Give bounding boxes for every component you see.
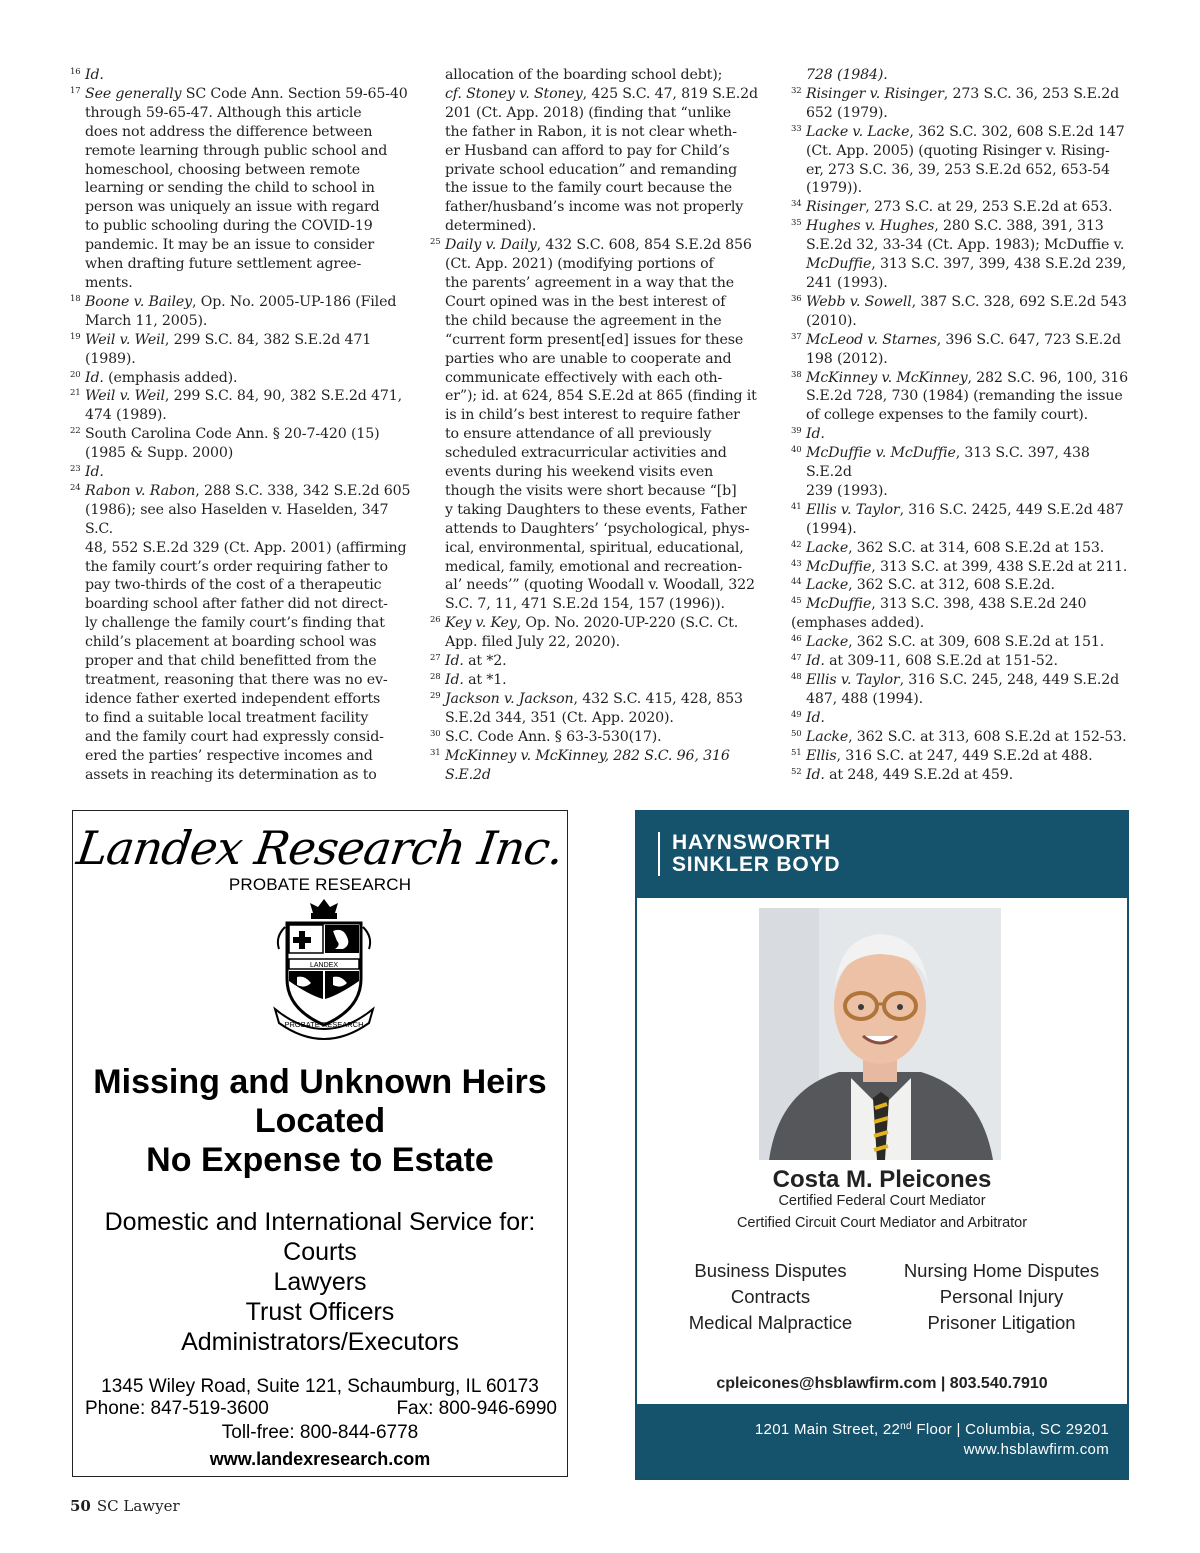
footnote-text: Id. at 309-11, 608 S.E.2d at 151-52. (806, 653, 1058, 670)
footnote-text: Id. (806, 709, 825, 726)
footnote-text: Ellis, 316 S.C. at 247, 449 S.E.2d at 488. (806, 747, 1093, 764)
footnote-text: 487, 488 (1994). (806, 690, 923, 707)
landex-advertisement (72, 810, 568, 1477)
footnote-text: though the visits were short because “[b] (445, 482, 737, 499)
footnote-text: Weil v. Weil, 299 S.C. 84, 382 S.E.2d 471 (85, 331, 372, 348)
footnote-continuation: allocation of the boarding school debt); (445, 67, 723, 83)
footnote-43: $^{43}$ McDuffie, 313 S.C. at 399, 438 S.E.2d at 211. (791, 558, 1128, 575)
footnote-text: the child because the agreement in the (445, 312, 722, 329)
landex-phone: Phone: 847-519-3600 (85, 1398, 269, 1419)
footnote-text: 48, 552 S.E.2d 329 (Ct. App. 2001) (affirming (85, 539, 407, 556)
practice-area: Contracts (730, 1286, 811, 1307)
landex-tollfree: Toll-free: 800-844-6778 (221, 1422, 419, 1443)
footnote-text: Id. (85, 464, 104, 481)
footnote-text: Court opined was in the best interest of (445, 293, 726, 310)
footnote-21: $^{21}$ Weil v. Weil, 299 S.C. 84, 90, 382 S.E.2d 471, 474 (1989). (70, 388, 402, 424)
footnote-text: proper and that child benefitted from the (85, 653, 377, 670)
practice-areas (655, 1259, 1117, 1334)
footnote-text: March 11, 2005). (85, 312, 208, 329)
footnote-text: S.E.2d 32, 33-34 (Ct. App. 1983); McDuffie v. (806, 237, 1125, 254)
footnote-text: the family court’s order requiring father to (85, 558, 388, 575)
footnote-24: $^{24}$ Rabon v. Rabon, 288 S.C. 338, 342 S.E.2d 605 (1986); see also Haselden v. Haselden, 347 S.C. 48, 552 S.E.2d 329 (Ct. App. 2001) (affirming the family court’s order requiring father to pay two-thirds of the cost of a therapeutic boarding school after father did not direct- ly challenge the family court’s finding that child’s placement at boarding school was proper and that child benefitted from the treatment, reasoning that there was no ev- idence father exerted independent efforts to find a suitable local treatment facility and the family court had expressly consid- ered the parties’ respective incomes and assets in reaching its determination as to (70, 482, 411, 783)
footnote-text: (1986); see also Haselden v. Haselden, 347 S.C. (85, 501, 389, 537)
footnote-text: McKinney v. McKinney, 282 S.C. 96, 316 S.E.2d (445, 747, 730, 783)
footnote-39: $^{39}$ Id. (791, 426, 825, 443)
footnote-text: Rabon v. Rabon, 288 S.C. 338, 342 S.E.2d 605 (85, 482, 411, 499)
footnotes-column-1 (70, 66, 415, 784)
footnote-text: 474 (1989). (85, 407, 167, 424)
footnote-47: $^{47}$ Id. at 309-11, 608 S.E.2d at 151-52. (791, 653, 1058, 670)
footnote-continuation: cf. Stoney v. Stoney, 425 S.C. 47, 819 S.E.2d (445, 85, 758, 102)
footnote-text: (Ct. App. 2021) (modifying portions of (445, 256, 714, 273)
footnote-text: communicate effectively with each oth- (445, 369, 723, 386)
footnote-text: McKinney v. McKinney, 282 S.C. 96, 100, 316 (806, 369, 1128, 386)
footnote-23: $^{23}$ Id. (70, 464, 104, 481)
footnote-text: Id. at *2. (445, 653, 507, 670)
footnote-28: $^{28}$ Id. at *1. (430, 672, 507, 688)
landex-fax: Fax: 800-946-6990 (396, 1398, 557, 1419)
footnote-text: y taking Daughters to these events, Father (445, 501, 747, 518)
footnote-30: $^{30}$ S.C. Code Ann. § 63-3-530(17). (430, 728, 662, 745)
footnote-text: 241 (1993). (806, 274, 888, 291)
footnote-continuation: determined). (445, 218, 537, 235)
landex-phone-fax (85, 1398, 557, 1420)
hsb-footer-band (637, 1404, 1127, 1478)
landex-address: 1345 Wiley Road, Suite 121, Schaumburg, IL 60173 (101, 1376, 539, 1397)
footnote-27: $^{27}$ Id. at *2. (430, 653, 507, 670)
footnote-41: $^{41}$ Ellis v. Taylor, 316 S.C. 2425, 449 S.E.2d 487 (1994). (791, 501, 1124, 537)
footnote-45: $^{45}$ McDuffie, 313 S.C. 398, 438 S.E.2d 240 (791, 596, 1087, 613)
portrait-illustration (759, 908, 1001, 1160)
footnote-34: $^{34}$ Risinger, 273 S.C. at 29, 253 S.E.2d at 653. (791, 199, 1113, 216)
footnote-text: child’s placement at boarding school was (85, 634, 377, 651)
footnote-text: er”); id. at 624, 854 S.E.2d at 865 (finding it (445, 388, 757, 405)
footnote-20: $^{20}$ Id. (emphasis added). (70, 369, 238, 386)
footnote-17: $^{17}$ See generally SC Code Ann. Section 59-65-40 through 59-65-47. Although this article does not address the difference between remote learning through public school and homeschool, choosing between remote learning or sending the child to school in person was uniquely an issue with regard to public schooling during the COVID-19 pandemic. It may be an issue to consider when drafting future settlement agree- ments. (70, 85, 408, 291)
footnote-text: ered the parties’ respective incomes and (85, 747, 373, 764)
footnote-text: S.C. Code Ann. § 63-3-530(17). (445, 728, 662, 745)
footnote-text: Lacke, 362 S.C. at 313, 608 S.E.2d at 152-53. (806, 728, 1127, 745)
footnote-text: idence father exerted independent efforts (85, 690, 381, 707)
footnote-text: attends to Daughters’ ‘psychological, phys- (445, 520, 750, 537)
svg-text:LANDEX: LANDEX (309, 962, 339, 969)
footnote-text: Lacke, 362 S.C. at 309, 608 S.E.2d at 151. (806, 634, 1105, 651)
footnote-26: $^{26}$ Key v. Key, Op. No. 2020-UP-220 (S.C. Ct. App. filed July 22, 2020). (430, 615, 739, 651)
footnote-continuation: 728 (1984). (806, 67, 888, 83)
footnote-text: Id. at 248, 449 S.E.2d at 459. (806, 766, 1014, 783)
landex-brand-logo: Landex Research Inc. (73, 821, 567, 875)
footnote-text: “current form present[ed] issues for these (445, 331, 744, 348)
footnote-text: Id. (806, 426, 825, 443)
footnote-text: (1994). (806, 520, 857, 537)
footnote-text: 239 (1993). (806, 482, 888, 499)
footnote-18: $^{18}$ Boone v. Bailey, Op. No. 2005-UP-186 (Filed March 11, 2005). (70, 293, 397, 329)
footnote-continuation: the issue to the family court because the (445, 180, 733, 197)
landex-services: Domestic and International Service for: Courts Lawyers Trust Officers Administrators/Executors (104, 1208, 536, 1356)
page-folio (70, 1497, 180, 1515)
footnote-25: $^{25}$ Daily v. Daily, 432 S.C. 608, 854 S.E.2d 856 (Ct. App. 2021) (modifying portions of the parents’ agreement in a way that the Court opined was in the best interest of the child because the agreement in the “current form present[ed] issues for these parties who are unable to cooperate and communicate effectively with each oth- er”); id. at 624, 854 S.E.2d at 865 (finding it is in child’s best interest to require father to ensure attendance of all previously scheduled extracurricular activities and events during his weekend visits even though the visits were short because “[b] y taking Daughters to these events, Father attends to Daughters’ ‘psychological, phys- ical, environmental, spiritual, educational, medical, family, emotional and recreation- al’ needs’” (quoting Woodall v. Woodall, 322 S.C. 7, 11, 471 S.E.2d 154, 157 (1996)). (430, 237, 757, 613)
footnote-text: events during his weekend visits even (445, 464, 714, 481)
footnote-text: Id. (85, 67, 104, 83)
contact-email-phone[interactable]: cpleicones@hsblawfirm.com | 803.540.7910 (716, 1375, 1048, 1392)
footnote-text: to public schooling during the COVID-19 (85, 218, 373, 235)
footnote-text: See generally SC Code Ann. Section 59-65-40 (85, 85, 408, 102)
footnote-text: S.C. 7, 11, 471 S.E.2d 154, 157 (1996)). (445, 596, 725, 613)
footnote-text: is in child’s best interest to require father (445, 407, 740, 424)
footnote-19: $^{19}$ Weil v. Weil, 299 S.C. 84, 382 S.E.2d 471 (1989). (70, 331, 372, 367)
footnote-text: Hughes v. Hughes, 280 S.C. 388, 391, 313 (806, 218, 1104, 235)
footnote-text: S.E.2d 728, 730 (1984) (remanding the issue (806, 388, 1123, 405)
footnote-16: $^{16}$ Id. (70, 67, 104, 83)
footnote-text: (emphases added). (791, 615, 925, 632)
footnote-text: ments. (85, 274, 133, 291)
footnote-text: through 59-65-47. Although this article (85, 104, 362, 121)
landex-website-link[interactable]: www.landexresearch.com (209, 1449, 431, 1469)
svg-text:PROBATE RESEARCH: PROBATE RESEARCH (284, 1020, 364, 1029)
footnote-text: homeschool, choosing between remote (85, 161, 361, 178)
footnote-continuation: father/husband’s income was not properly (445, 199, 744, 216)
footnote-text: (1979)). (806, 180, 863, 197)
publication-name: SC Lawyer (96, 1497, 180, 1515)
practice-area: Personal Injury (939, 1286, 1064, 1307)
footnote-33: $^{33}$ Lacke v. Lacke, 362 S.C. 302, 608 S.E.2d 147 (Ct. App. 2005) (quoting Risinger v. Rising- er, 273 S.C. 36, 39, 253 S.E.2d 652, 653-54 (1979)). (791, 123, 1125, 197)
footnote-text: pay two-thirds of the cost of a therapeutic (85, 577, 382, 594)
footnote-text: ly challenge the family court’s finding that (85, 615, 385, 632)
footnote-continuation: the father in Rabon, it is not clear wheth- (445, 123, 737, 140)
footnote-49: $^{49}$ Id. (791, 709, 825, 726)
footnote-text: person was uniquely an issue with regard (85, 199, 380, 216)
footnote-text: Weil v. Weil, 299 S.C. 84, 90, 382 S.E.2d 471, (85, 388, 402, 405)
footnote-text: treatment, reasoning that there was no ev- (85, 672, 388, 688)
footnote-text: Lacke, 362 S.C. at 314, 608 S.E.2d at 153. (806, 539, 1105, 556)
footnote-text: Daily v. Daily, 432 S.C. 608, 854 S.E.2d 856 (445, 237, 752, 254)
footnote-text: to ensure attendance of all previously (445, 426, 712, 443)
hsb-firm-logo: HAYNSWORTH SINKLER BOYD (658, 832, 840, 876)
footnote-text: ical, environmental, spiritual, educational, (445, 539, 744, 556)
footnote-text: App. filed July 22, 2020). (445, 634, 620, 651)
footnote-text: (2010). (806, 312, 857, 329)
footnote-text: South Carolina Code Ann. § 20-7-420 (15) (85, 426, 380, 443)
credential-federal: Certified Federal Court Mediator (778, 1193, 986, 1209)
footnote-text: Lacke, 362 S.C. at 312, 608 S.E.2d. (806, 577, 1055, 594)
footnote-51: $^{51}$ Ellis, 316 S.C. at 247, 449 S.E.2d at 488. (791, 747, 1093, 764)
page-number: 50 (70, 1497, 91, 1515)
footnote-text: er, 273 S.C. 36, 39, 253 S.E.2d 652, 653-54 (806, 161, 1110, 178)
footnote-text: Id. (emphasis added). (85, 369, 238, 386)
footnote-text: boarding school after father did not direct- (85, 596, 388, 613)
footnote-text: Risinger, 273 S.C. at 29, 253 S.E.2d at 653. (806, 199, 1113, 216)
footnote-text: to find a suitable local treatment facility (85, 709, 369, 726)
practice-area: Prisoner Litigation (927, 1312, 1076, 1333)
footnote-text: McLeod v. Starnes, 396 S.C. 647, 723 S.E.2d (806, 331, 1121, 348)
footnote-text: (1989). (85, 350, 136, 367)
footnote-22: $^{22}$ South Carolina Code Ann. § 20-7-420 (15) (1985 & Supp. 2000) (70, 426, 380, 462)
footnote-text: when drafting future settlement agree- (85, 256, 362, 273)
footnote-text: McDuffie v. McDuffie, 313 S.C. 397, 438 S.E.2d (806, 445, 1090, 481)
footnote-36: $^{36}$ Webb v. Sowell, 387 S.C. 328, 692 S.E.2d 543 (2010). (791, 293, 1127, 329)
attorney-name: Costa M. Pleicones (772, 1166, 992, 1193)
footnotes-column-2 (430, 66, 775, 784)
footnote-text: pandemic. It may be an issue to consider (85, 237, 375, 254)
footnote-text: Jackson v. Jackson, 432 S.C. 415, 428, 853 (445, 690, 743, 707)
footnote-text: Risinger v. Risinger, 273 S.C. 36, 253 S.E.2d (806, 85, 1120, 102)
footnote-text: assets in reaching its determination as to (85, 766, 377, 783)
credential-circuit: Certified Circuit Court Mediator and Arbitrator (736, 1215, 1028, 1231)
footnote-text: medical, family, emotional and recreation- (445, 558, 742, 575)
footnote-text: and the family court had expressly consid- (85, 728, 384, 745)
footnote-44: $^{44}$ Lacke, 362 S.C. at 312, 608 S.E.2d. (791, 577, 1055, 594)
footnote-text: scheduled extracurricular activities and (445, 445, 727, 462)
footnote-continuation: private school education” and remanding (445, 161, 738, 178)
footnote-35: $^{35}$ Hughes v. Hughes, 280 S.C. 388, 391, 313 S.E.2d 32, 33-34 (Ct. App. 1983); McDuffie v. McDuffie, 313 S.C. 397, 399, 438 S.E.2d 239, 241 (1993). (791, 218, 1127, 291)
practice-area: Business Disputes (694, 1260, 847, 1281)
footnote-50: $^{50}$ Lacke, 362 S.C. at 313, 608 S.E.2d at 152-53. (791, 728, 1127, 745)
footnote-40: $^{40}$ McDuffie v. McDuffie, 313 S.C. 397, 438 S.E.2d 239 (1993). (791, 445, 1090, 499)
hsb-advertisement (635, 810, 1129, 1480)
footnote-46: $^{46}$ Lacke, 362 S.C. at 309, 608 S.E.2d at 151. (791, 634, 1105, 651)
footnote-text: Key v. Key, Op. No. 2020-UP-220 (S.C. Ct. (445, 615, 739, 632)
footnote-text: 198 (2012). (806, 350, 888, 367)
footnote-text: does not address the difference between (85, 123, 373, 140)
footnote-continuation: er Husband can afford to pay for Child’s (445, 142, 730, 159)
landex-subtitle: PROBATE RESEARCH (228, 875, 412, 894)
hsb-website-link[interactable]: www.hsblawfirm.com (963, 1441, 1109, 1458)
footnote-text: Ellis v. Taylor, 316 S.C. 245, 248, 449 S.E.2d (806, 672, 1120, 688)
footnote-text: learning or sending the child to school in (85, 180, 375, 197)
footnote-text: Id. at *1. (445, 672, 507, 688)
footnote-text: McDuffie, 313 S.C. 397, 399, 438 S.E.2d 239, (806, 256, 1127, 273)
hsb-header-band (637, 812, 1127, 898)
footnote-text: Ellis v. Taylor, 316 S.C. 2425, 449 S.E.2d 487 (806, 501, 1124, 518)
footnote-text: McDuffie, 313 S.C. at 399, 438 S.E.2d at 211. (806, 558, 1128, 575)
footnote-text: Boone v. Bailey, Op. No. 2005-UP-186 (Filed (85, 293, 397, 310)
footnote-38: $^{38}$ McKinney v. McKinney, 282 S.C. 96, 100, 316 S.E.2d 728, 730 (1984) (remanding the issue of college expenses to the family court). (791, 369, 1128, 424)
footnote-text: parties who are unable to cooperate and (445, 350, 732, 367)
footnote-text: remote learning through public school and (85, 142, 388, 159)
footnote-text: 652 (1979). (806, 104, 888, 121)
footnote-cont (791, 614, 1136, 633)
footnote-32: $^{32}$ Risinger v. Risinger, 273 S.C. 36, 253 S.E.2d 652 (1979). (791, 85, 1120, 121)
footnote-text: S.E.2d 344, 351 (Ct. App. 2020). (445, 709, 674, 726)
footnote-text: (1985 & Supp. 2000) (85, 445, 234, 462)
practice-area: Nursing Home Disputes (903, 1260, 1100, 1281)
footnote-text: McDuffie, 313 S.C. 398, 438 S.E.2d 240 (806, 596, 1087, 613)
footnote-text: of college expenses to the family court). (806, 407, 1088, 424)
portrait-photo (759, 908, 1001, 1160)
landex-crest-icon (271, 897, 377, 1047)
footnote-37: $^{37}$ McLeod v. Starnes, 396 S.C. 647, 723 S.E.2d 198 (2012). (791, 331, 1121, 367)
footnote-42: $^{42}$ Lacke, 362 S.C. at 314, 608 S.E.2d at 153. (791, 539, 1105, 556)
footnote-text: the parents’ agreement in a way that the (445, 274, 734, 291)
footnote-29: $^{29}$ Jackson v. Jackson, 432 S.C. 415, 428, 853 S.E.2d 344, 351 (Ct. App. 2020). (430, 690, 743, 726)
hsb-address: 1201 Main Street, 22nd Floor | Columbia, SC 29201 (754, 1421, 1109, 1438)
landex-headline: Missing and Unknown Heirs Located No Expense to Estate (93, 1063, 547, 1179)
footnote-text: (Ct. App. 2005) (quoting Risinger v. Rising- (806, 142, 1110, 159)
footnote-52: $^{52}$ Id. at 248, 449 S.E.2d at 459. (791, 766, 1014, 783)
footnote-text: Lacke v. Lacke, 362 S.C. 302, 608 S.E.2d 147 (806, 123, 1125, 140)
footnote-31: $^{31}$ McKinney v. McKinney, 282 S.C. 96, 316 S.E.2d (430, 747, 730, 783)
practice-area: Medical Malpractice (688, 1312, 853, 1333)
footnotes-column-3 (791, 66, 1136, 784)
footnote-text: Webb v. Sowell, 387 S.C. 328, 692 S.E.2d 543 (806, 293, 1127, 310)
footnote-continuation: 201 (Ct. App. 2018) (finding that “unlike (445, 104, 732, 121)
footnote-48: $^{48}$ Ellis v. Taylor, 316 S.C. 245, 248, 449 S.E.2d 487, 488 (1994). (791, 672, 1120, 707)
footnote-text: al’ needs’” (quoting Woodall v. Woodall, 322 (445, 577, 755, 594)
